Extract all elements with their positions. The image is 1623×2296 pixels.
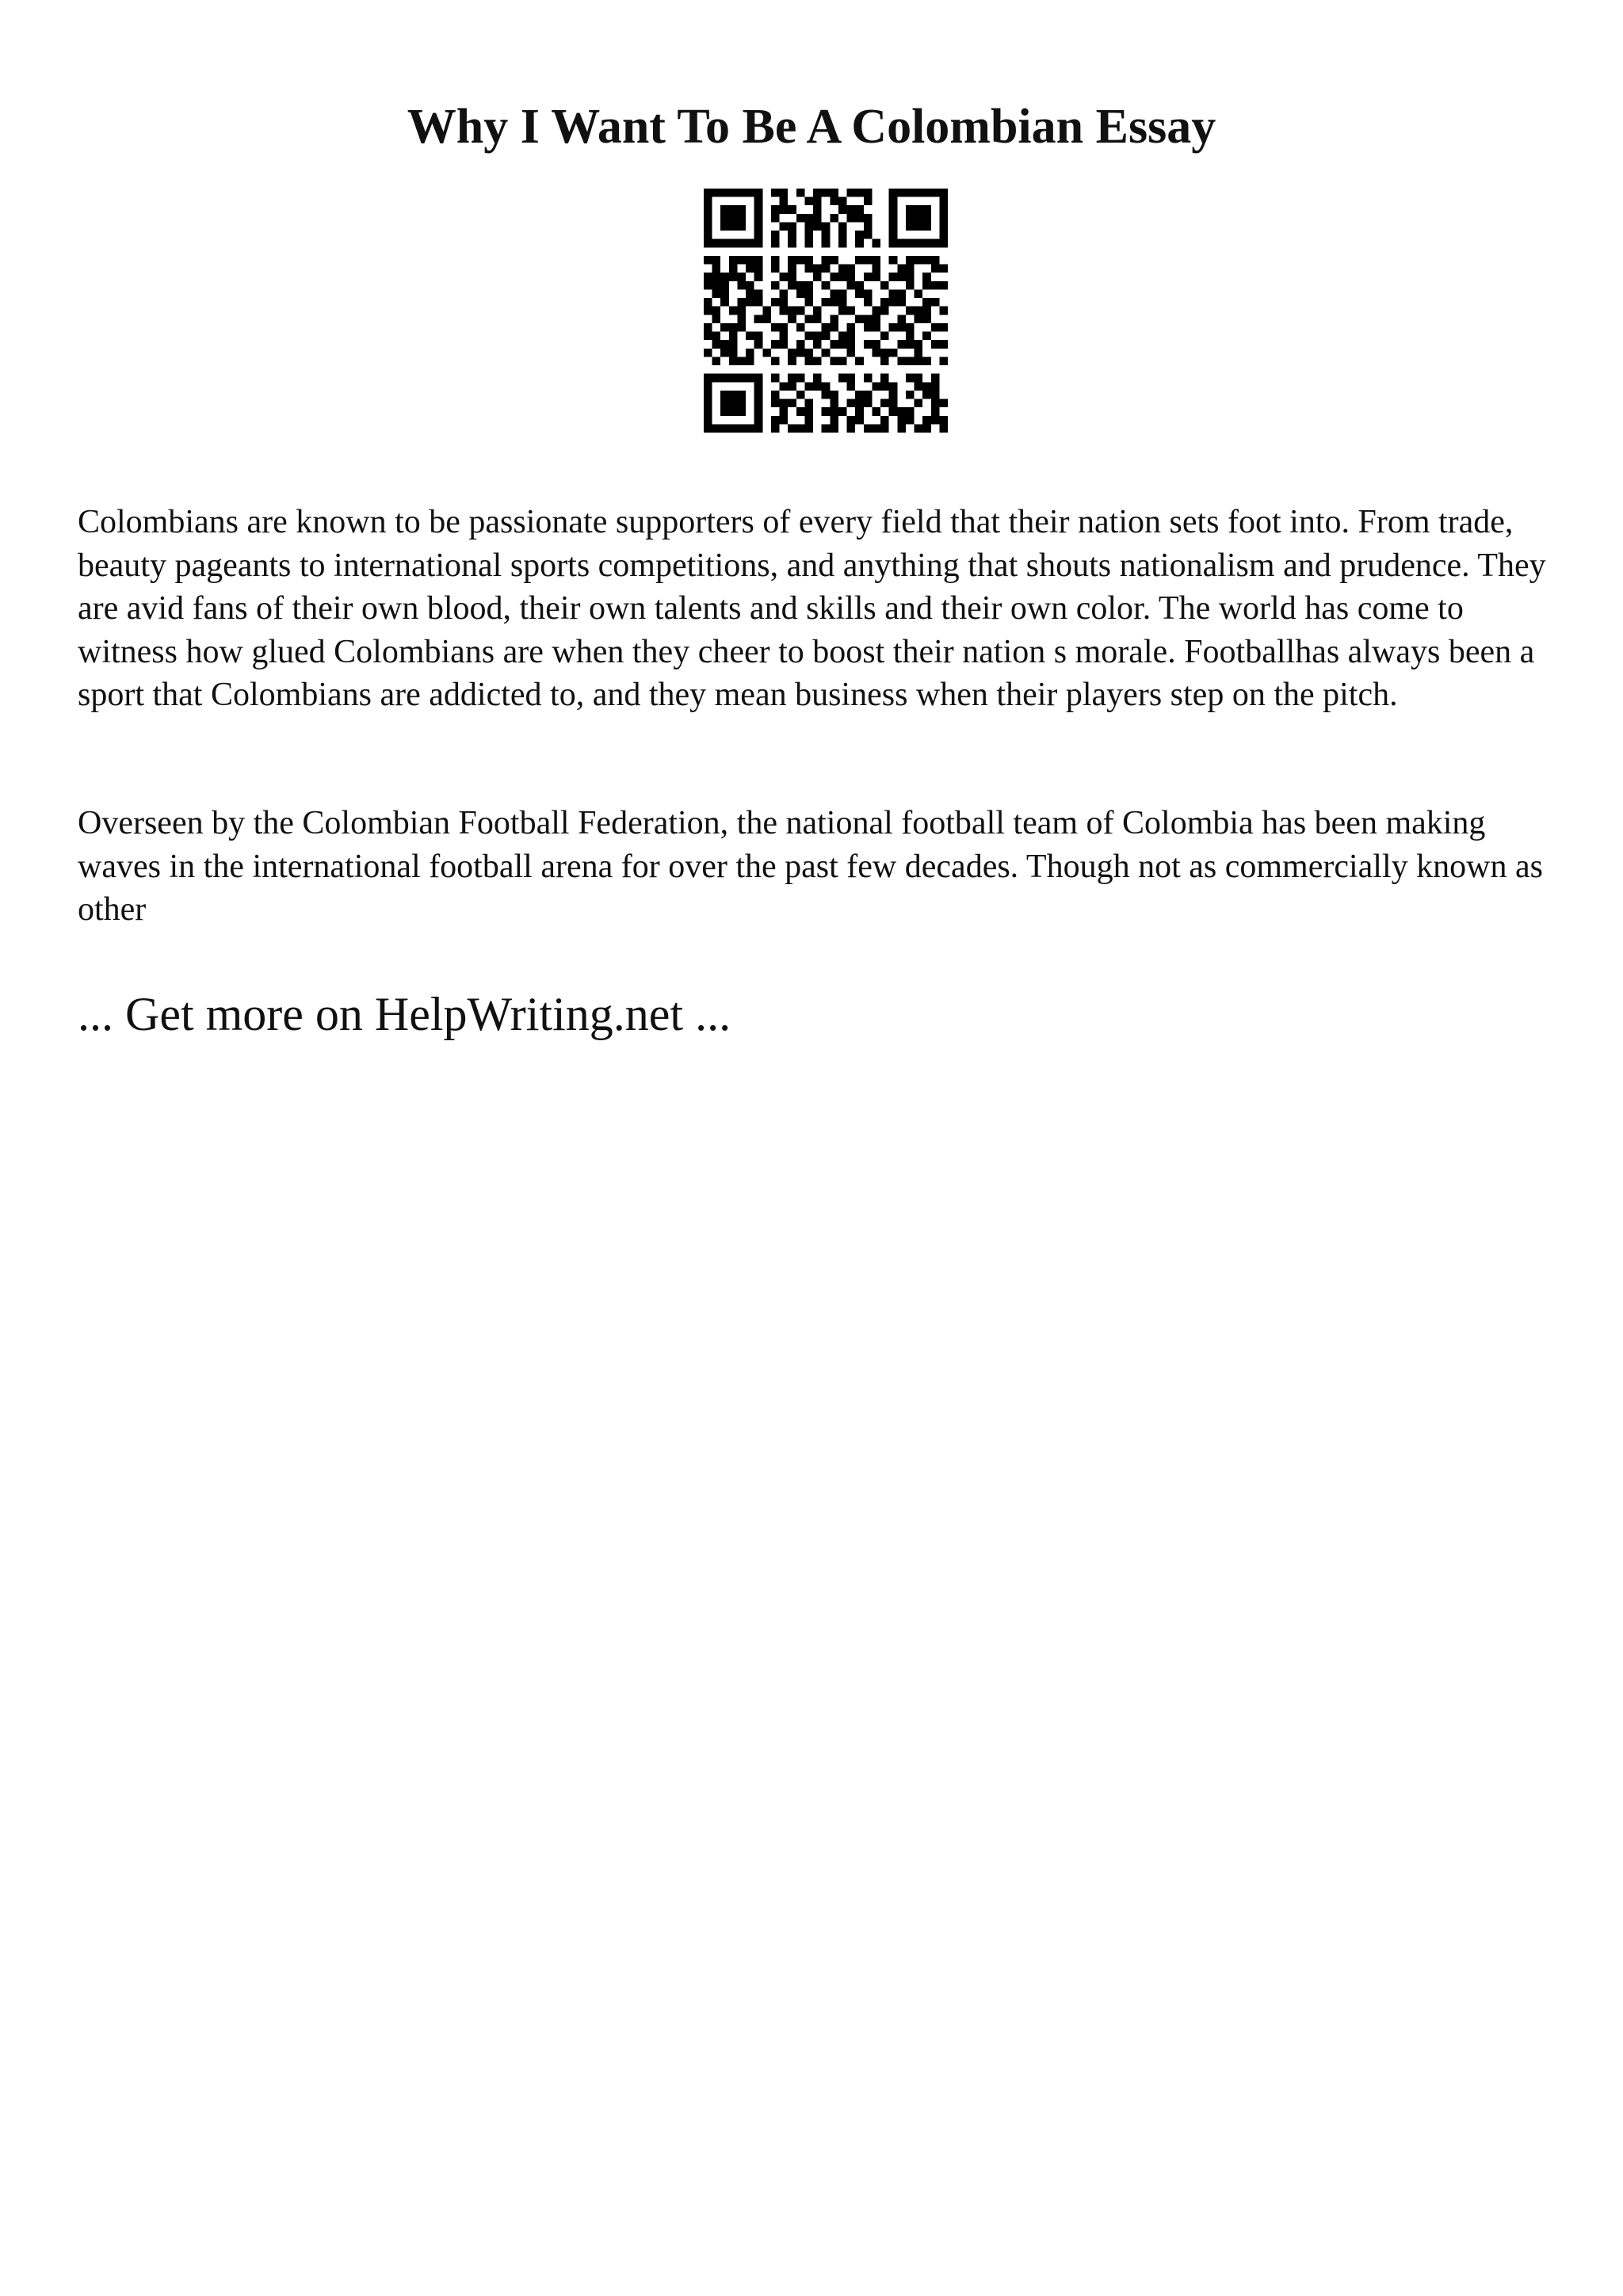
body-paragraph-2: Overseen by the Colombian Football Federation, the national football team of Colombia has been making waves in the international football arena for over the past few decades. Though not as commercially known as other (78, 805, 1543, 928)
body-paragraph-1: Colombians are known to be passionate supporters of every field that their nation sets foot into. From trade, beauty pageants to international sports competitions, and anything that shouts nationalism and prudence. They are avid fans of their own blood, their own talents and skills and their own color. The world has come to witness how glued Colombians are when they cheer to boost their nation s morale. Footballhas always been a sport that Colombians are addicted to, and they mean business when their players step on the pitch. (78, 504, 1546, 713)
qr-code-icon (704, 189, 948, 433)
get-more-link-text: ... Get more on HelpWriting.net ... (78, 988, 731, 1040)
page-title: Why I Want To Be A Colombian Essay (407, 100, 1216, 154)
